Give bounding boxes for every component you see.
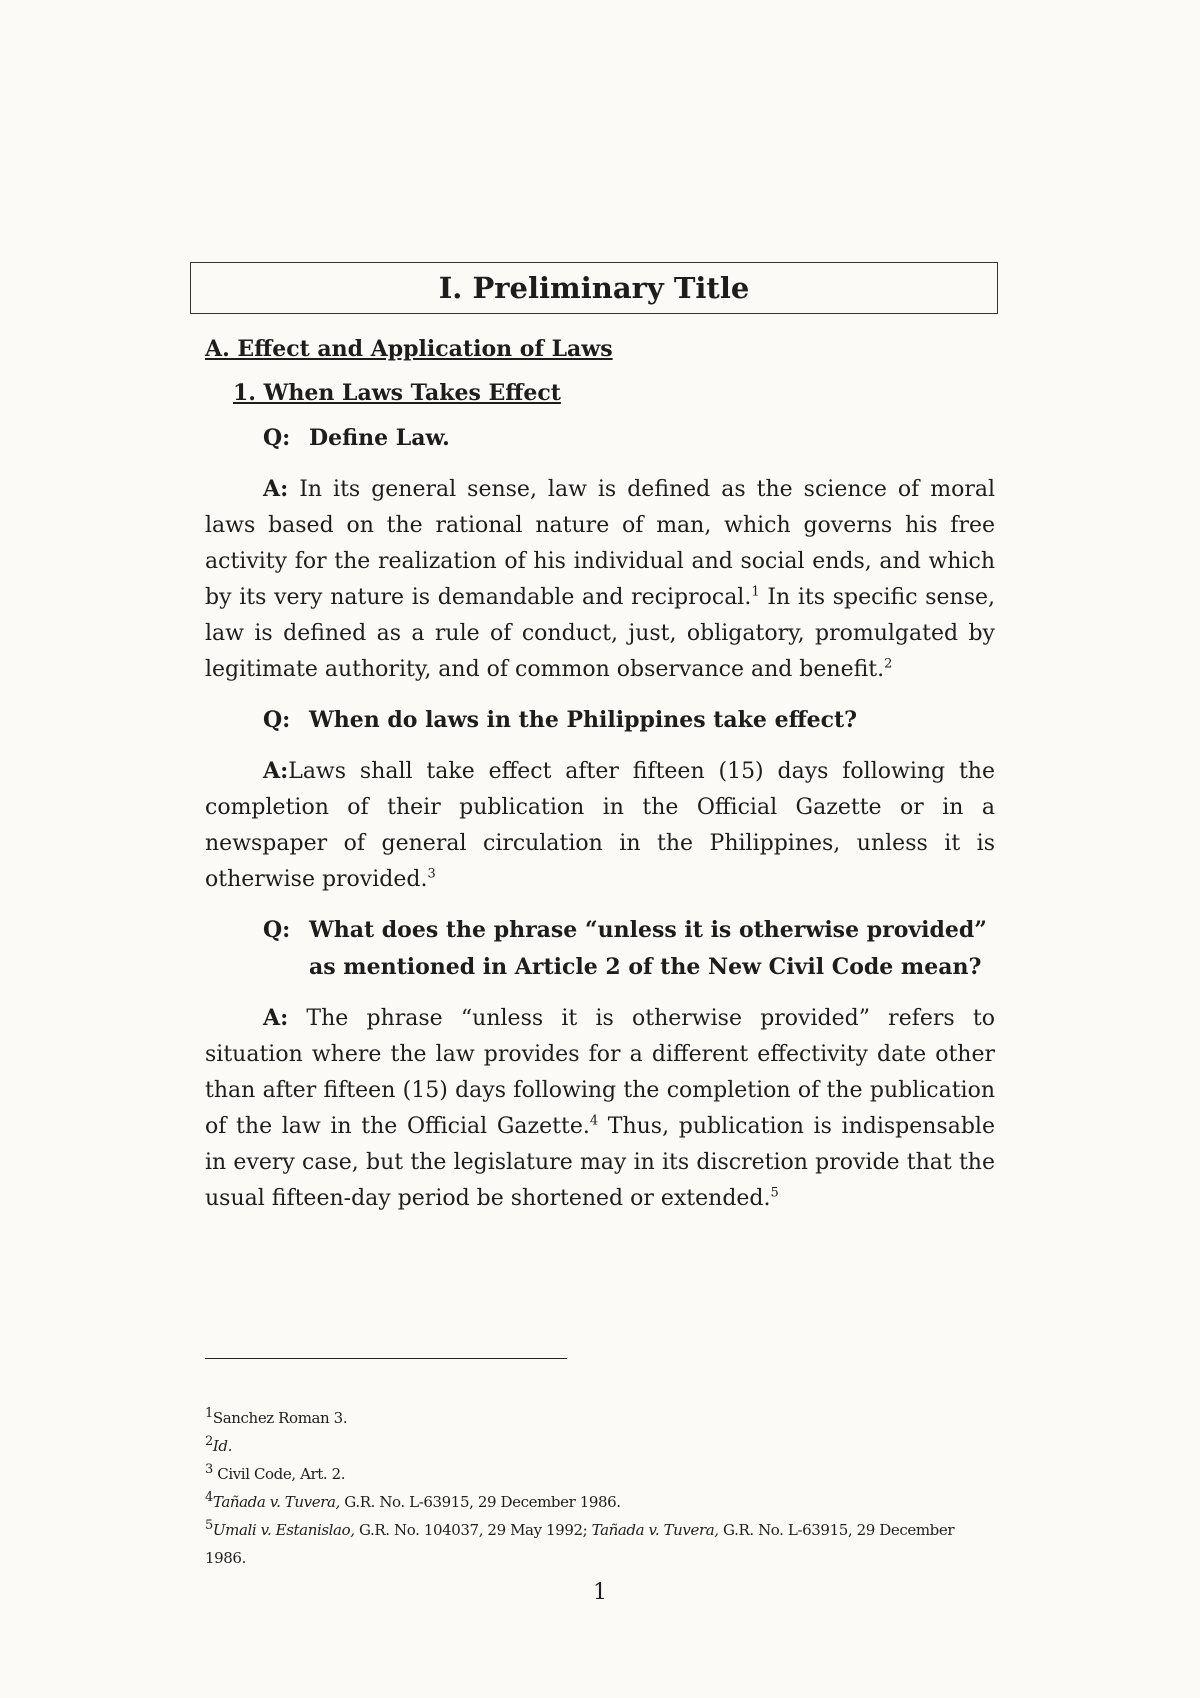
- footnote-item: [205, 1404, 995, 1432]
- footnote-ref: 2: [884, 656, 893, 672]
- footnote-case-name: Umali v. Estanislao,: [212, 1521, 355, 1539]
- footnote-divider: [205, 1358, 567, 1359]
- question-label: Q:: [263, 707, 291, 733]
- footnote-item: [205, 1516, 995, 1572]
- footnote-ref: 1: [751, 584, 760, 600]
- footnote-number: 5: [205, 1518, 213, 1533]
- section-heading: A. Effect and Application of Laws: [205, 336, 613, 362]
- footnote-text: Civil Code, Art. 2.: [212, 1465, 346, 1483]
- page-number: 1: [593, 1580, 607, 1605]
- answer-label: A:: [263, 1005, 289, 1031]
- answer-text: The phrase “unless it is otherwise provided” refers to situation where the law provides for a different effectivity date other than after fifteen (15) days following the completion of the publication of the law in the Official Gazette.: [205, 1006, 995, 1139]
- answer-label: A:: [263, 758, 289, 784]
- answer-text: In its general sense, law is defined as the science of moral laws based on the rational nature of man, which governs his free activity for the realization of his individual and social ends, and which by its very nature is demandable and reciprocal.: [205, 477, 995, 610]
- footnote-number: 1: [205, 1406, 213, 1421]
- question-text: When do laws in the Philippines take effect?: [309, 707, 858, 733]
- footnotes: [205, 1404, 995, 1572]
- footnote-text: G.R. No. 104037, 29 May 1992;: [354, 1521, 592, 1539]
- answer-2: [205, 753, 995, 898]
- question-2: [263, 702, 995, 739]
- footnote-item: [205, 1432, 995, 1460]
- question-text: Define Law.: [309, 425, 450, 451]
- footnote-item: [205, 1488, 995, 1516]
- chapter-title: I. Preliminary Title: [190, 262, 998, 314]
- footnote-number: 2: [205, 1434, 213, 1449]
- footnote-number: 4: [205, 1490, 213, 1505]
- question-label: Q:: [263, 917, 291, 943]
- footnote-ref: 3: [427, 866, 436, 882]
- footnote-text: G.R. No. L-63915, 29 December 1986.: [339, 1493, 621, 1511]
- question-1: [263, 420, 995, 457]
- footnote-number: 3: [205, 1462, 213, 1477]
- answer-text: Thus, publication is indispensable in every case, but the legislature may in its discretion provide that the usual fifteen-day period be shortened or extended.: [205, 1114, 995, 1211]
- question-text: What does the phrase “unless it is otherwise provided” as mentioned in Article 2 of the New Civil Code mean?: [309, 917, 987, 980]
- footnote-item: [205, 1460, 995, 1488]
- question-label: Q:: [263, 425, 291, 451]
- footnote-text: G.R. No. L-63915, 29 December 1986.: [205, 1521, 955, 1567]
- answer-text: Laws shall take effect after fifteen (15) days following the completion of their publication in the Official Gazette or in a newspaper of general circulation in the Philippines, unless it is otherwise provided.: [205, 759, 995, 892]
- answer-3: [205, 1000, 995, 1217]
- subsection-heading: 1. When Laws Takes Effect: [233, 380, 561, 406]
- footnote-ref: 4: [589, 1113, 599, 1129]
- answer-label: A:: [263, 476, 289, 502]
- footnote-case-name: Tañada v. Tuvera,: [212, 1493, 340, 1511]
- footnote-text: Sanchez Roman 3.: [212, 1409, 348, 1427]
- answer-1: [205, 471, 995, 688]
- answer-text: In its specific sense, law is defined as a rule of conduct, just, obligatory, promulgated by legitimate authority, and of common observance and benefit.: [205, 585, 996, 682]
- footnote-case-name: Id.: [212, 1437, 232, 1455]
- page-body: [205, 262, 995, 1217]
- question-3: [263, 912, 995, 986]
- footnote-case-name: Tañada v. Tuvera,: [591, 1521, 719, 1539]
- footnote-ref: 5: [770, 1185, 779, 1201]
